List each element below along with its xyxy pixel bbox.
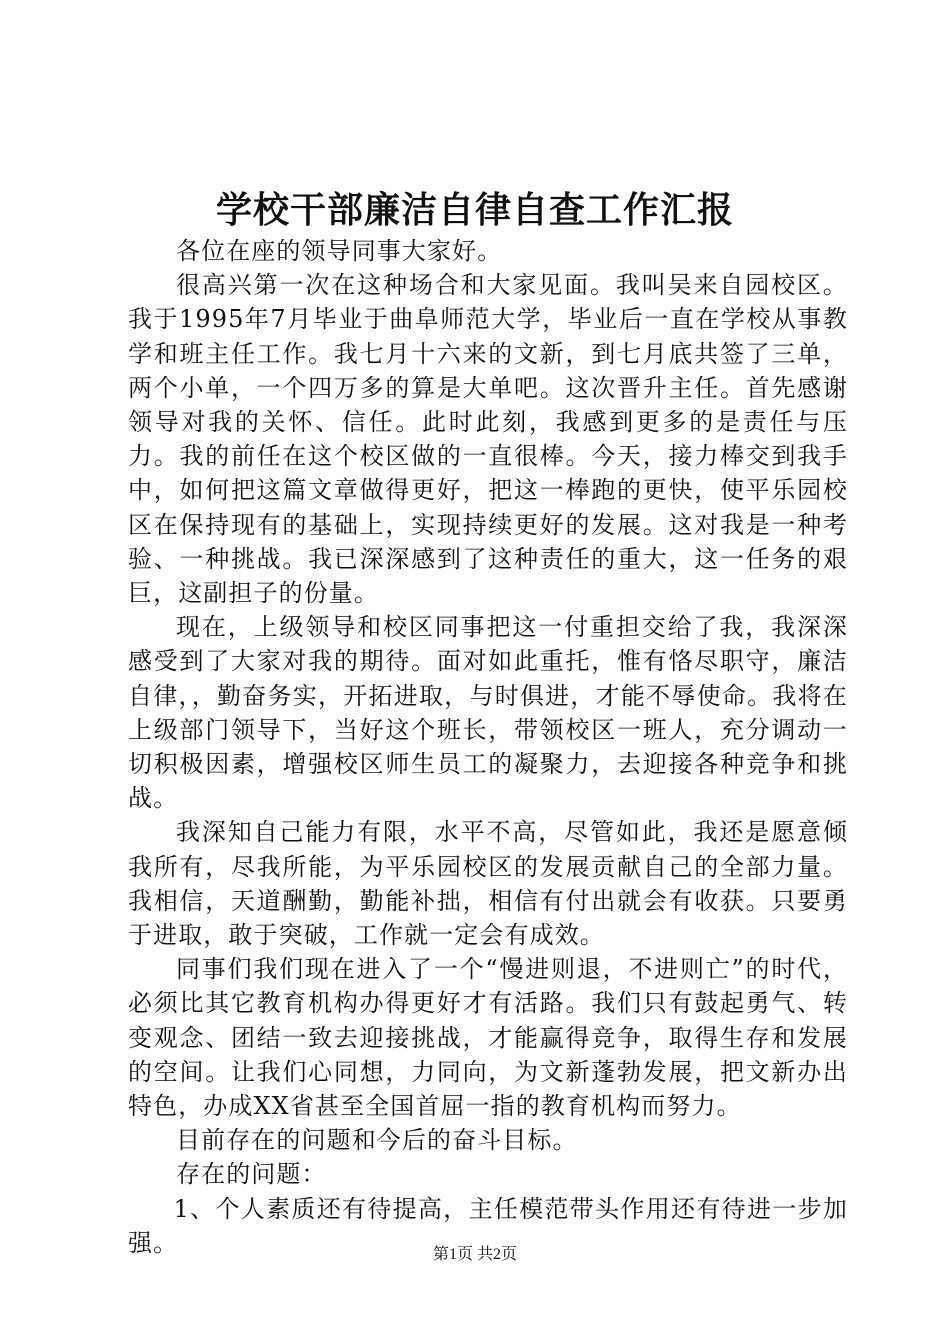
paragraph-call-to-action: 同事们我们现在进入了一个“慢进则退，不进则亡”的时代，必须比其它教育机构办得更好才有活路。我们只有鼓起勇气、转变观念、团结一致去迎接挑战，才能赢得竞争，取得生存和发展的空间。让我们心同想，力同向，为文新蓬勃发展，把文新办出特色，办成XX省甚至全国首屈一指的教育机构而努力。	[128, 955, 848, 1121]
paragraph-introduction: 很高兴第一次在这种场合和大家见面。我叫吴来自园校区。我于1995年7月毕业于曲阜师范大学，毕业后一直在学校从事教学和班主任工作。我七月十六来的文新，到七月底共签了三单，两个小单，一个四万多的算是大单吧。这次晋升主任。首先感谢领导对我的关怀、信任。此时此刻，我感到更多的是责任与压力。我的前任在这个校区做的一直很棒。今天，接力棒交到我手中，如何把这篇文章做得更好，把这一棒跑的更快，使平乐园校区在保持现有的基础上，实现持续更好的发展。这对我是一种考验、一种挑战。我已深深感到了这种责任的重大，这一任务的艰巨，这副担子的份量。	[128, 271, 848, 608]
paragraph-commitment: 现在，上级领导和校区同事把这一付重担交给了我，我深深感受到了大家对我的期待。面对如此重托，惟有恪尽职守，廉洁自律，，勤奋务实，开拓进取，与时俱进，才能不辱使命。我将在上级部门领导下，当好这个班长，带领校区一班人，充分调动一切积极因素，增强校区师生员工的凝聚力，去迎接各种竞争和挑战。	[128, 613, 848, 813]
document-body	[128, 234, 848, 1260]
paragraph-problem-item-1: 1、个人素质还有待提高，主任模范带头作用还有待进一步加强。	[128, 1194, 848, 1257]
page-footer: 第1页 共2页	[432, 1246, 517, 1263]
paragraph-section-heading: 目前存在的问题和今后的奋斗目标。	[176, 1126, 578, 1155]
document-title: 学校干部廉洁自律自查工作汇报	[215, 189, 734, 231]
paragraph-problems-heading: 存在的问题：	[176, 1160, 327, 1189]
paragraph-dedication: 我深知自己能力有限，水平不高，尽管如此，我还是愿意倾我所有，尽我所能，为平乐园校区的发展贡献自己的全部力量。我相信，天道酬勤，勤能补拙，相信有付出就会有收获。只要勇于进取，敢于突破，工作就一定会有成效。	[128, 818, 848, 950]
paragraph-greeting: 各位在座的领导同事大家好。	[176, 237, 503, 265]
